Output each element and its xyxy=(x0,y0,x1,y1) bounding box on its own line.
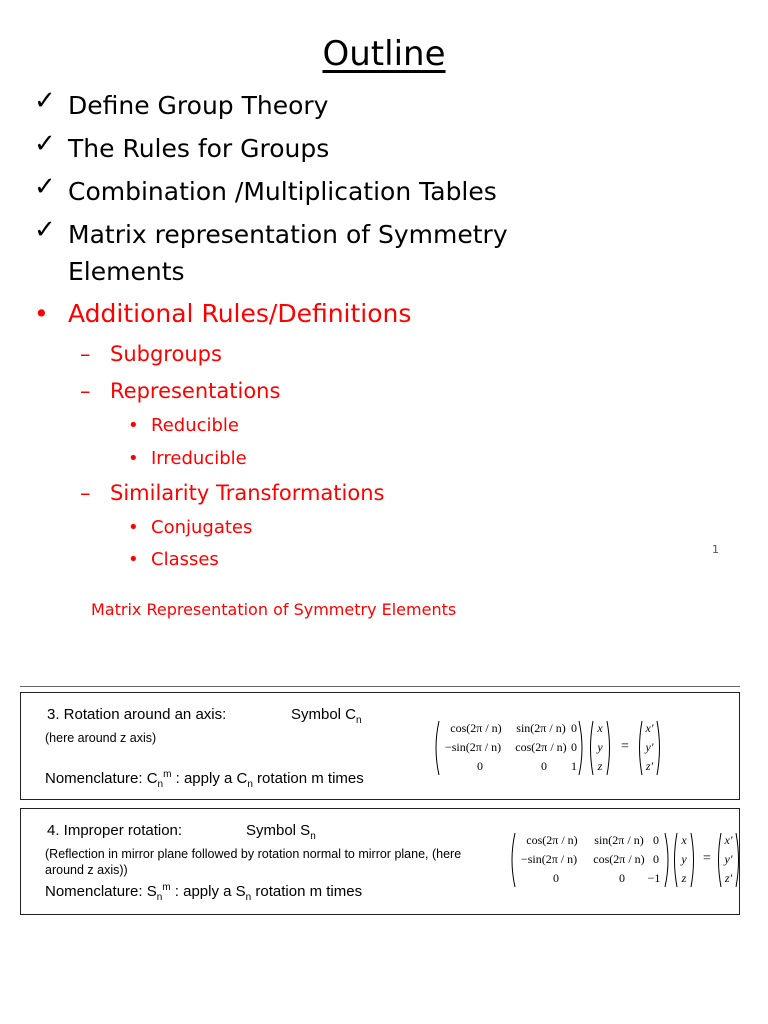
result-cell: y′ xyxy=(645,740,654,754)
matrix-cell: −sin(2π / n) xyxy=(520,852,578,866)
matrix-cell: 0 xyxy=(653,852,659,866)
outline-subitem-similarity: Similarity Transformations xyxy=(110,481,385,505)
result-cell: x′ xyxy=(645,721,654,735)
matrix-cell: 0 xyxy=(571,740,577,754)
bullet-icon: • xyxy=(128,448,139,469)
nom-sub2: n xyxy=(245,892,252,903)
vector-cell: z xyxy=(681,871,687,885)
nom-sup: m xyxy=(163,769,172,780)
outline-item-matrix-representation-cont: Elements xyxy=(68,257,185,286)
vector-cell: y xyxy=(681,852,687,866)
nom-prefix: Nomenclature: C xyxy=(45,770,158,787)
matrix-cell: cos(2π / n) xyxy=(450,721,502,735)
symbol-label: Symbol S xyxy=(246,822,311,839)
vector-cell: x xyxy=(597,721,603,735)
outline-subitem-classes: Classes xyxy=(151,549,219,570)
bullet-icon: • xyxy=(128,517,139,538)
improper-symbol xyxy=(246,822,316,842)
rotation-definition-box xyxy=(20,692,740,800)
result-cell: z′ xyxy=(724,871,733,885)
outline-subitem-subgroups: Subgroups xyxy=(110,342,222,366)
check-icon: ✓ xyxy=(34,86,56,116)
matrix-cell: cos(2π / n) xyxy=(526,833,578,847)
matrix-cell: 1 xyxy=(571,759,577,773)
outline-subitem-representations: Representations xyxy=(110,379,281,403)
improper-note-line1: (Reflection in mirror plane followed by rotation normal to mirror plane, (here xyxy=(45,847,462,861)
matrix-cell: cos(2π / n) xyxy=(515,740,567,754)
equals-sign: = xyxy=(703,851,711,866)
outline-subitem-conjugates: Conjugates xyxy=(151,517,253,538)
nom-prefix: Nomenclature: S xyxy=(45,883,157,900)
improper-nomenclature xyxy=(45,882,362,903)
outline-subitem-irreducible: Irreducible xyxy=(151,448,247,469)
outline-subitem-reducible: Reducible xyxy=(151,415,240,436)
bullet-icon: • xyxy=(128,415,139,436)
matrix-cell: 0 xyxy=(653,833,659,847)
matrix-cell: 0 xyxy=(541,759,547,773)
matrix-cell: −sin(2π / n) xyxy=(444,740,502,754)
matrix-cell: 0 xyxy=(619,871,625,885)
outline-item-rules-for-groups: The Rules for Groups xyxy=(68,134,330,163)
section-title: Matrix Representation of Symmetry Elements xyxy=(91,600,457,619)
matrix-cell: sin(2π / n) xyxy=(516,721,566,735)
check-icon: ✓ xyxy=(34,215,56,245)
page-number: 1 xyxy=(712,543,719,556)
dash-icon: – xyxy=(80,342,91,366)
rotation-note: (here around z axis) xyxy=(45,731,157,745)
rotation-nomenclature xyxy=(45,769,364,790)
dash-icon: – xyxy=(80,379,91,403)
vector-cell: z xyxy=(597,759,603,773)
bullet-icon: • xyxy=(34,299,49,328)
nom-suffix: rotation m times xyxy=(252,770,364,787)
outline-item-define-group-theory: Define Group Theory xyxy=(68,91,329,120)
improper-rotation-box xyxy=(20,808,740,915)
nom-sub: n xyxy=(157,779,164,790)
nom-sub: n xyxy=(156,892,163,903)
check-icon: ✓ xyxy=(34,172,56,202)
improper-note-line2: around z axis)) xyxy=(45,863,128,877)
improper-heading: 4. Improper rotation: xyxy=(47,822,183,839)
matrix-cell: sin(2π / n) xyxy=(594,833,644,847)
outline-item-tables: Combination /Multiplication Tables xyxy=(68,177,497,206)
result-cell: y′ xyxy=(724,852,733,866)
equals-sign: = xyxy=(621,739,629,754)
nom-mid: : apply a S xyxy=(170,883,246,900)
check-icon: ✓ xyxy=(34,129,56,159)
dash-icon: – xyxy=(80,481,91,505)
outline-item-additional-rules: Additional Rules/Definitions xyxy=(68,299,412,328)
outline-item-matrix-representation: Matrix representation of Symmetry xyxy=(68,220,508,249)
result-cell: x′ xyxy=(724,833,733,847)
matrix-cell: 0 xyxy=(553,871,559,885)
vector-cell: y xyxy=(597,740,603,754)
nom-sup: m xyxy=(162,882,171,893)
divider xyxy=(20,686,740,687)
matrix-cell: 0 xyxy=(571,721,577,735)
nom-mid: : apply a C xyxy=(171,770,248,787)
slide-title: Outline xyxy=(322,34,446,74)
matrix-cell: −1 xyxy=(647,871,661,885)
rotation-symbol xyxy=(291,706,362,726)
nom-suffix: rotation m times xyxy=(251,883,363,900)
matrix-cell: 0 xyxy=(477,759,483,773)
matrix-cell: cos(2π / n) xyxy=(593,852,645,866)
vector-cell: x xyxy=(681,833,687,847)
nom-sub2: n xyxy=(247,779,253,790)
bullet-icon: • xyxy=(128,549,139,570)
symbol-sub: n xyxy=(356,715,362,726)
symbol-sub: n xyxy=(310,831,316,842)
symbol-label: Symbol C xyxy=(291,706,357,723)
result-cell: z′ xyxy=(645,759,654,773)
rotation-heading: 3. Rotation around an axis: xyxy=(47,706,227,723)
